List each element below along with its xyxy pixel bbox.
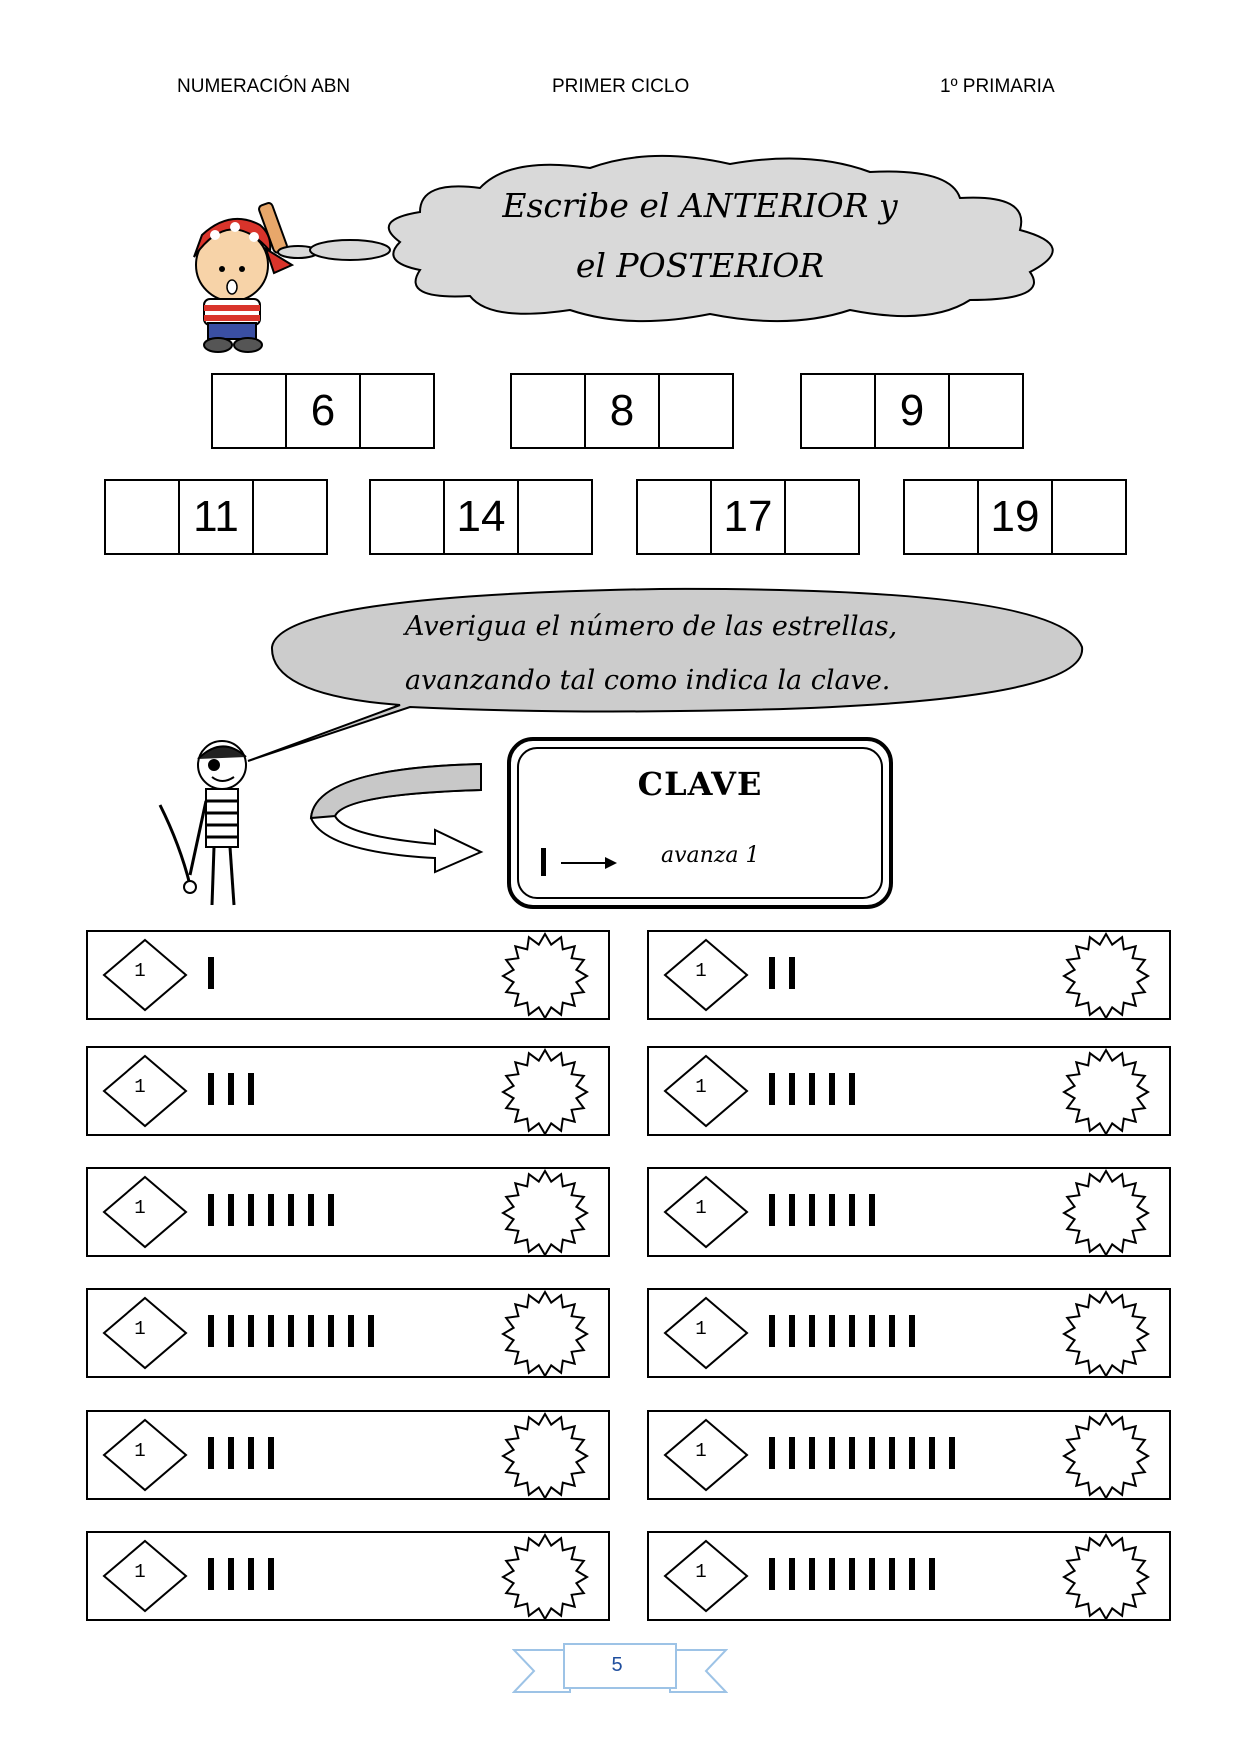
tally-marks xyxy=(769,957,795,991)
curved-arrow-icon xyxy=(305,760,490,875)
star-answer-shape[interactable] xyxy=(1061,1412,1153,1500)
posterior-box[interactable] xyxy=(660,375,732,447)
tally-mark xyxy=(889,1437,895,1469)
tally-mark xyxy=(789,1073,795,1105)
arrow-right-icon xyxy=(559,851,619,875)
star-row xyxy=(647,1167,1171,1257)
tally-mark xyxy=(541,848,546,876)
tally-mark xyxy=(849,1194,855,1226)
star-row xyxy=(86,1531,610,1621)
start-number: 1 xyxy=(695,1318,707,1340)
number-triplet xyxy=(636,479,860,555)
tally-mark xyxy=(208,1073,214,1105)
tally-mark xyxy=(268,1194,274,1226)
tally-marks xyxy=(769,1073,855,1107)
tally-mark xyxy=(228,1558,234,1590)
star-row xyxy=(86,1288,610,1378)
star-row xyxy=(647,1410,1171,1500)
tally-marks xyxy=(769,1437,955,1471)
start-number: 1 xyxy=(695,960,707,982)
tally-mark xyxy=(769,957,775,989)
number-triplet xyxy=(800,373,1024,449)
anterior-box[interactable] xyxy=(905,481,979,553)
tally-mark xyxy=(789,1437,795,1469)
tally-mark xyxy=(308,1315,314,1347)
tally-mark xyxy=(248,1194,254,1226)
tally-marks xyxy=(208,1437,274,1471)
star-answer-shape[interactable] xyxy=(500,1290,592,1378)
number-triplet xyxy=(211,373,435,449)
tally-mark xyxy=(208,1315,214,1347)
posterior-box[interactable] xyxy=(1053,481,1125,553)
tally-mark xyxy=(268,1437,274,1469)
star-row xyxy=(86,1167,610,1257)
tally-mark xyxy=(909,1437,915,1469)
tally-mark xyxy=(909,1315,915,1347)
tally-marks xyxy=(769,1315,915,1349)
number-triplet xyxy=(903,479,1127,555)
anterior-box[interactable] xyxy=(106,481,180,553)
tally-marks xyxy=(208,957,214,991)
tally-mark xyxy=(328,1315,334,1347)
star-answer-shape[interactable] xyxy=(500,1533,592,1621)
clave-box xyxy=(507,737,893,909)
tally-mark xyxy=(208,1194,214,1226)
star-answer-shape[interactable] xyxy=(1061,1169,1153,1257)
given-number: 14 xyxy=(445,481,519,553)
start-number: 1 xyxy=(134,1440,146,1462)
given-number: 19 xyxy=(979,481,1053,553)
tally-mark xyxy=(288,1194,294,1226)
tally-mark xyxy=(789,1315,795,1347)
tally-mark xyxy=(208,1558,214,1590)
tally-mark xyxy=(208,1437,214,1469)
tally-mark xyxy=(869,1437,875,1469)
given-number: 11 xyxy=(180,481,254,553)
star-row xyxy=(86,1046,610,1136)
tally-mark xyxy=(789,1194,795,1226)
tally-mark xyxy=(869,1194,875,1226)
pirate-boy-illustration xyxy=(150,735,260,915)
given-number: 9 xyxy=(876,375,950,447)
tally-mark xyxy=(889,1315,895,1347)
tally-mark xyxy=(909,1558,915,1590)
star-row xyxy=(86,930,610,1020)
star-row xyxy=(647,1046,1171,1136)
anterior-box[interactable] xyxy=(802,375,876,447)
tally-marks xyxy=(208,1315,374,1349)
start-number: 1 xyxy=(134,1076,146,1098)
star-row xyxy=(647,1288,1171,1378)
header-left: NUMERACIÓN ABN xyxy=(177,76,351,97)
tally-mark xyxy=(228,1194,234,1226)
tally-mark xyxy=(228,1437,234,1469)
posterior-box[interactable] xyxy=(361,375,433,447)
tally-mark xyxy=(829,1558,835,1590)
tally-mark xyxy=(268,1315,274,1347)
tally-mark xyxy=(809,1437,815,1469)
tally-mark xyxy=(829,1073,835,1105)
posterior-box[interactable] xyxy=(950,375,1022,447)
number-triplet xyxy=(104,479,328,555)
start-number: 1 xyxy=(695,1440,707,1462)
star-answer-shape[interactable] xyxy=(500,932,592,1020)
tally-mark xyxy=(809,1558,815,1590)
given-number: 17 xyxy=(712,481,786,553)
header-center: PRIMER CICLO xyxy=(552,76,690,97)
star-row xyxy=(647,1531,1171,1621)
given-number: 6 xyxy=(287,375,361,447)
star-answer-shape[interactable] xyxy=(500,1169,592,1257)
header-right: 1º PRIMARIA xyxy=(940,76,1055,97)
star-row xyxy=(86,1410,610,1500)
tally-mark xyxy=(869,1315,875,1347)
tally-mark xyxy=(849,1437,855,1469)
page-number: 5 xyxy=(611,1654,623,1676)
star-answer-shape[interactable] xyxy=(1061,1533,1153,1621)
number-triplet xyxy=(369,479,593,555)
star-answer-shape[interactable] xyxy=(500,1412,592,1500)
tally-mark xyxy=(769,1437,775,1469)
anterior-box[interactable] xyxy=(371,481,445,553)
given-number: 8 xyxy=(586,375,660,447)
star-answer-shape[interactable] xyxy=(1061,1048,1153,1136)
tally-marks xyxy=(208,1558,274,1592)
start-number: 1 xyxy=(695,1561,707,1583)
tally-mark xyxy=(308,1194,314,1226)
tally-mark xyxy=(348,1315,354,1347)
bubble-instruction-line1: Averigua el número de las estrellas, xyxy=(405,611,898,642)
tally-marks xyxy=(208,1073,254,1107)
tally-mark xyxy=(849,1315,855,1347)
tally-mark xyxy=(829,1194,835,1226)
posterior-box[interactable] xyxy=(519,481,591,553)
tally-mark xyxy=(769,1194,775,1226)
tally-mark xyxy=(929,1437,935,1469)
posterior-box[interactable] xyxy=(786,481,858,553)
start-number: 1 xyxy=(134,1197,146,1219)
tally-mark xyxy=(328,1194,334,1226)
star-row xyxy=(647,930,1171,1020)
anterior-box[interactable] xyxy=(213,375,287,447)
tally-mark xyxy=(769,1558,775,1590)
tally-mark xyxy=(208,957,214,989)
tally-mark xyxy=(228,1315,234,1347)
tally-mark xyxy=(248,1558,254,1590)
tally-mark xyxy=(769,1315,775,1347)
tally-mark xyxy=(248,1073,254,1105)
tally-mark xyxy=(809,1315,815,1347)
start-number: 1 xyxy=(134,1561,146,1583)
anterior-box[interactable] xyxy=(512,375,586,447)
clave-note: avanza 1 xyxy=(661,843,760,868)
tally-mark xyxy=(829,1315,835,1347)
tally-mark xyxy=(829,1437,835,1469)
start-number: 1 xyxy=(134,960,146,982)
tally-marks xyxy=(769,1194,875,1228)
tally-mark xyxy=(849,1073,855,1105)
clave-title: CLAVE xyxy=(637,765,763,803)
tally-mark xyxy=(789,957,795,989)
tally-mark xyxy=(949,1437,955,1469)
bubble-instruction-line2: avanzando tal como indica la clave. xyxy=(405,665,891,696)
tally-mark xyxy=(789,1558,795,1590)
cloud-instruction-line2: el POSTERIOR xyxy=(575,246,825,285)
start-number: 1 xyxy=(134,1318,146,1340)
start-number: 1 xyxy=(695,1197,707,1219)
tally-marks xyxy=(769,1558,935,1592)
tally-marks xyxy=(208,1194,334,1228)
start-number: 1 xyxy=(695,1076,707,1098)
tally-mark xyxy=(809,1194,815,1226)
tally-mark xyxy=(288,1315,294,1347)
tally-mark xyxy=(849,1558,855,1590)
tally-mark xyxy=(248,1315,254,1347)
anterior-box[interactable] xyxy=(638,481,712,553)
tally-mark xyxy=(368,1315,374,1347)
tally-mark xyxy=(889,1558,895,1590)
tally-mark xyxy=(248,1437,254,1469)
tally-mark xyxy=(869,1558,875,1590)
tally-mark xyxy=(809,1073,815,1105)
number-triplet xyxy=(510,373,734,449)
tally-mark xyxy=(929,1558,935,1590)
star-answer-shape[interactable] xyxy=(500,1048,592,1136)
cloud-instruction-line1: Escribe el ANTERIOR y xyxy=(502,186,898,225)
tally-mark xyxy=(769,1073,775,1105)
tally-mark xyxy=(268,1558,274,1590)
posterior-box[interactable] xyxy=(254,481,326,553)
tally-mark xyxy=(228,1073,234,1105)
star-answer-shape[interactable] xyxy=(1061,1290,1153,1378)
star-answer-shape[interactable] xyxy=(1061,932,1153,1020)
